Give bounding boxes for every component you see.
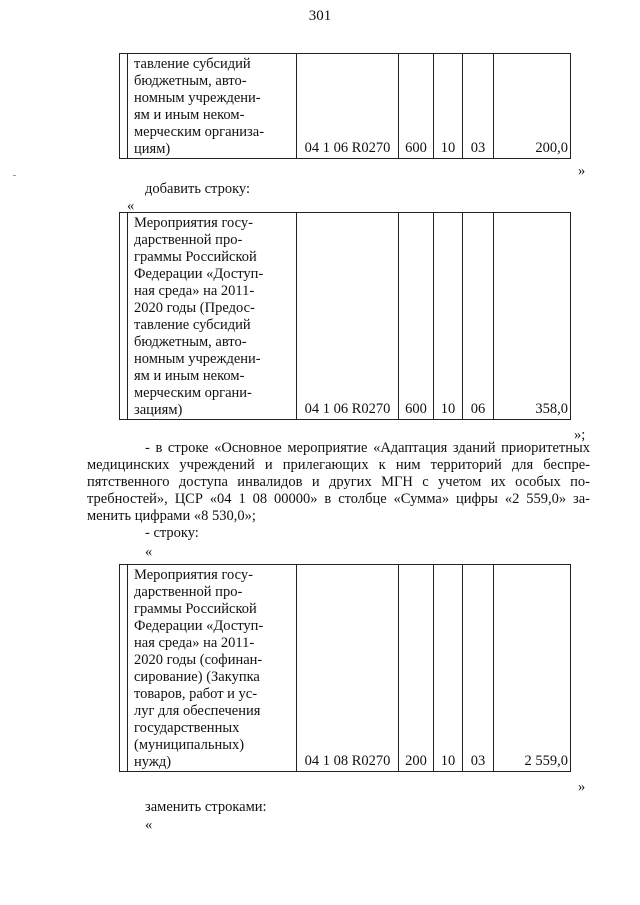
closing-quote: »: [578, 779, 586, 795]
description-line: ная среда» на 2011-: [134, 283, 255, 299]
description-line: тавление субсидий: [134, 317, 251, 333]
description-line: государственных: [134, 720, 240, 736]
description-line: Федерации «Доступ-: [134, 266, 264, 282]
csr-cell: 04 1 06 R0270: [297, 54, 399, 159]
budget-table-3: [119, 564, 571, 772]
paragraph-line: менить цифрами «8 530,0»;: [87, 508, 256, 524]
description-cell: [128, 565, 297, 772]
paragraph-line: требностей», ЦСР «04 1 08 00000» в столбце «Сумма» цифры «2 559,0» за-: [87, 491, 590, 507]
vr-cell: 600: [399, 54, 434, 159]
row-instruction: - строку:: [145, 525, 199, 541]
description-line: дарственной про-: [134, 584, 243, 600]
pr-cell: 06: [463, 213, 494, 420]
closing-quote: »;: [574, 427, 586, 443]
pr-cell: 03: [463, 565, 494, 772]
sum-cell: 2 559,0: [494, 565, 571, 772]
pr-cell: 03: [463, 54, 494, 159]
description-line: мерческим организа-: [134, 124, 265, 140]
description-line: сирование) (Закупка: [134, 669, 260, 685]
paragraph-line: пятственного доступа инвалидов и других МГН с учетом их особых по-: [87, 474, 590, 490]
amendment-paragraph: [87, 440, 590, 525]
empty-cell: [120, 213, 128, 420]
description-line: номным учреждени-: [134, 90, 261, 106]
vr-cell: 200: [399, 565, 434, 772]
description-line: луг для обеспечения: [134, 703, 261, 719]
paragraph-line: - в строке «Основное мероприятие «Адаптация зданий приоритетных: [145, 440, 590, 456]
rz-cell: 10: [434, 54, 463, 159]
budget-table-2: [119, 212, 571, 420]
description-line: (муниципальных): [134, 737, 245, 753]
description-line: бюджетным, авто-: [134, 334, 247, 350]
rz-cell: 10: [434, 565, 463, 772]
description-line: тавление субсидий: [134, 56, 251, 72]
csr-cell: 04 1 08 R0270: [297, 565, 399, 772]
opening-quote: «: [145, 817, 153, 833]
add-row-instruction: добавить строку:: [145, 181, 250, 197]
paragraph-line: медицинских учреждений и прилегающих к ним территорий для беспре-: [87, 457, 590, 473]
page-number: 301: [308, 8, 332, 24]
replace-rows-instruction: заменить строками:: [145, 799, 267, 815]
sum-cell: 358,0: [494, 213, 571, 420]
description-line: товаров, работ и ус-: [134, 686, 258, 702]
rz-cell: 10: [434, 213, 463, 420]
description-line: ная среда» на 2011-: [134, 635, 255, 651]
description-line: нужд): [134, 754, 172, 770]
closing-quote: »: [578, 163, 586, 179]
description-cell: [128, 213, 297, 420]
description-line: граммы Российской: [134, 601, 257, 617]
opening-quote: «: [127, 198, 135, 214]
table-row: [120, 54, 571, 159]
description-line: номным учреждени-: [134, 351, 261, 367]
description-line: Федерации «Доступ-: [134, 618, 264, 634]
description-line: ям и иным неком-: [134, 107, 245, 123]
description-line: Мероприятия госу-: [134, 567, 253, 583]
opening-quote: «: [145, 544, 153, 560]
description-line: ям и иным неком-: [134, 368, 245, 384]
empty-cell: [120, 565, 128, 772]
vr-cell: 600: [399, 213, 434, 420]
budget-table-1: [119, 53, 571, 159]
scan-mark: [13, 175, 16, 176]
description-line: бюджетным, авто-: [134, 73, 247, 89]
description-line: зациям): [134, 402, 183, 418]
description-line: циям): [134, 141, 171, 157]
description-line: дарственной про-: [134, 232, 243, 248]
description-line: мерческим органи-: [134, 385, 252, 401]
table-row: [120, 565, 571, 772]
csr-cell: 04 1 06 R0270: [297, 213, 399, 420]
table-row: [120, 213, 571, 420]
description-line: 2020 годы (Предос-: [134, 300, 255, 316]
description-cell: [128, 54, 297, 159]
description-line: 2020 годы (софинан-: [134, 652, 263, 668]
sum-cell: 200,0: [494, 54, 571, 159]
empty-cell: [120, 54, 128, 159]
description-line: граммы Российской: [134, 249, 257, 265]
description-line: Мероприятия госу-: [134, 215, 253, 231]
